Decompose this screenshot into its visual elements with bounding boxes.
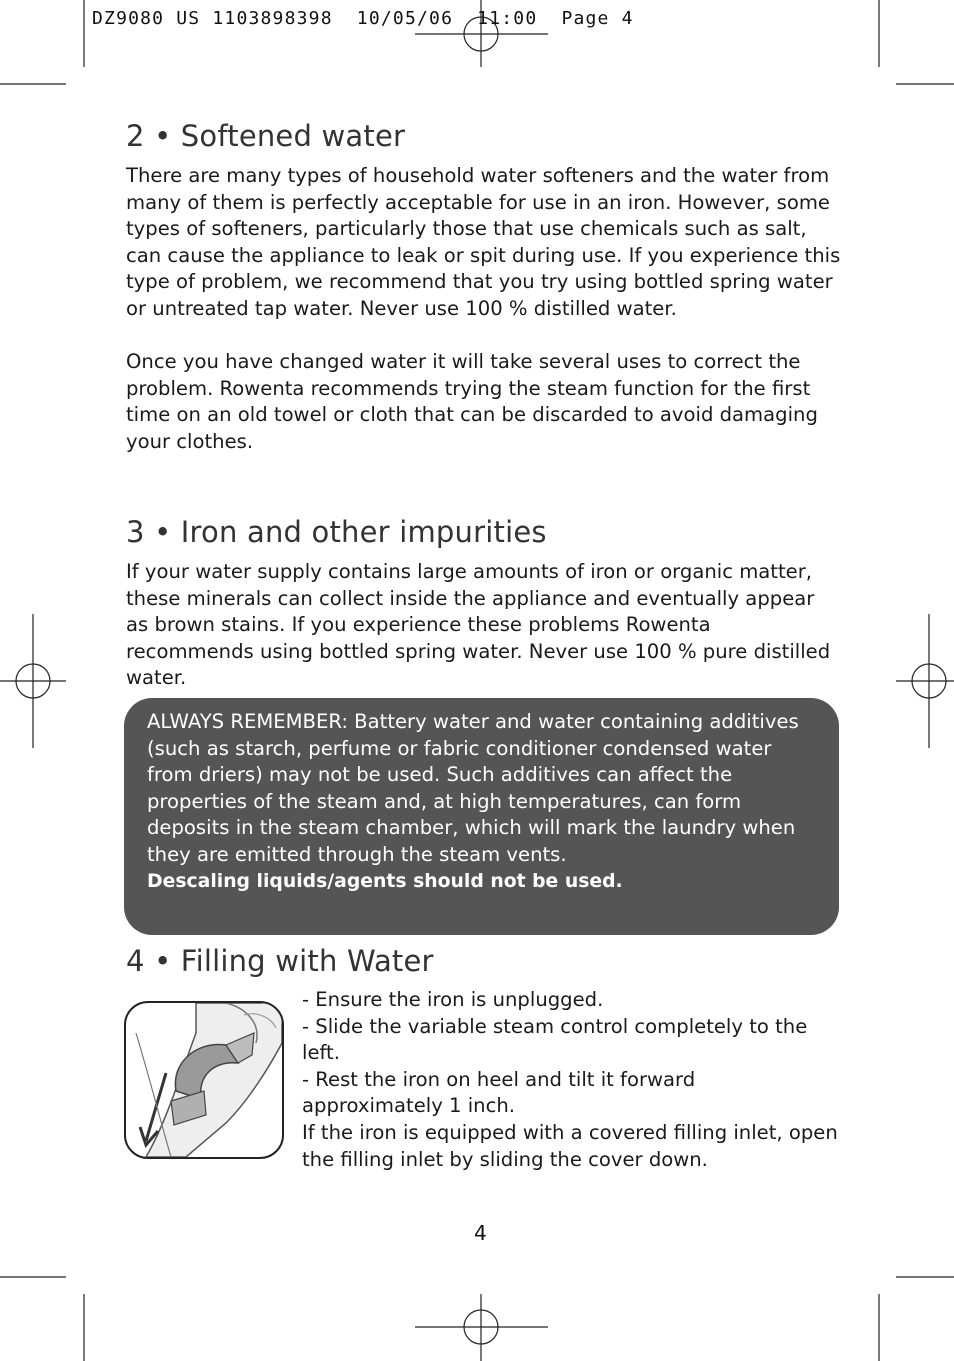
iron-illustration-icon (126, 1003, 282, 1157)
section-body-iron-impurities (126, 559, 842, 692)
section-body-softened-water (126, 163, 842, 456)
callout-bold-warning: Descaling liquids/agents should not be used. (147, 870, 623, 892)
section-heading-iron-impurities: 3 • Iron and other impurities (126, 515, 547, 549)
section-heading-softened-water: 2 • Softened water (126, 119, 406, 153)
instruction-line: - Ensure the iron is unplugged. (302, 988, 604, 1011)
paragraph: Once you have changed water it will take several uses to correct the problem. Rowenta recommends trying the steam function for the first time on an old towel or cloth that can be discarded to avoid damaging your clothes. (126, 350, 818, 453)
iron-filling-inlet-illustration (124, 1001, 284, 1159)
instruction-line: - Slide the variable steam control completely to the left. (302, 1014, 808, 1065)
paragraph: There are many types of household water softeners and the water from many of them is perfectly acceptable for use in an iron. However, some types of softeners, particularly those that use chemicals such as salt, can cause the appliance to leak or spit during use. If you experience this type of problem, we recommend that you try using bottled spring water or untreated tap water. Never use 100 % distilled water. (126, 164, 841, 320)
section-heading-filling-water: 4 • Filling with Water (126, 944, 434, 978)
print-slug: DZ9080 US 1103898398 10/05/06 11:00 Page 4 (92, 8, 634, 29)
paragraph: If your water supply contains large amounts of iron or organic matter, these minerals can collect inside the appliance and eventually appear as brown stains. If you experience these problems Rowenta recommends using bottled spring water. Never use 100 % pure distilled water. (126, 560, 831, 690)
instruction-line: - Rest the iron on heel and tilt it forward approximately 1 inch. (302, 1067, 696, 1118)
callout-text: ALWAYS REMEMBER: Battery water and water containing additives (such as starch, perfume or fabric conditioner condensed water from driers) may not be used. Such additives can affect the properties of the steam and, at high temperatures, can form deposits in the steam chamber, which will mark the laundry when they are emitted through the steam vents. (147, 710, 799, 866)
page-number: 4 (474, 1221, 487, 1245)
always-remember-callout (124, 698, 839, 935)
filling-instructions (302, 987, 842, 1173)
instruction-line: If the iron is equipped with a covered filling inlet, open the filling inlet by sliding the cover down. (302, 1120, 838, 1171)
